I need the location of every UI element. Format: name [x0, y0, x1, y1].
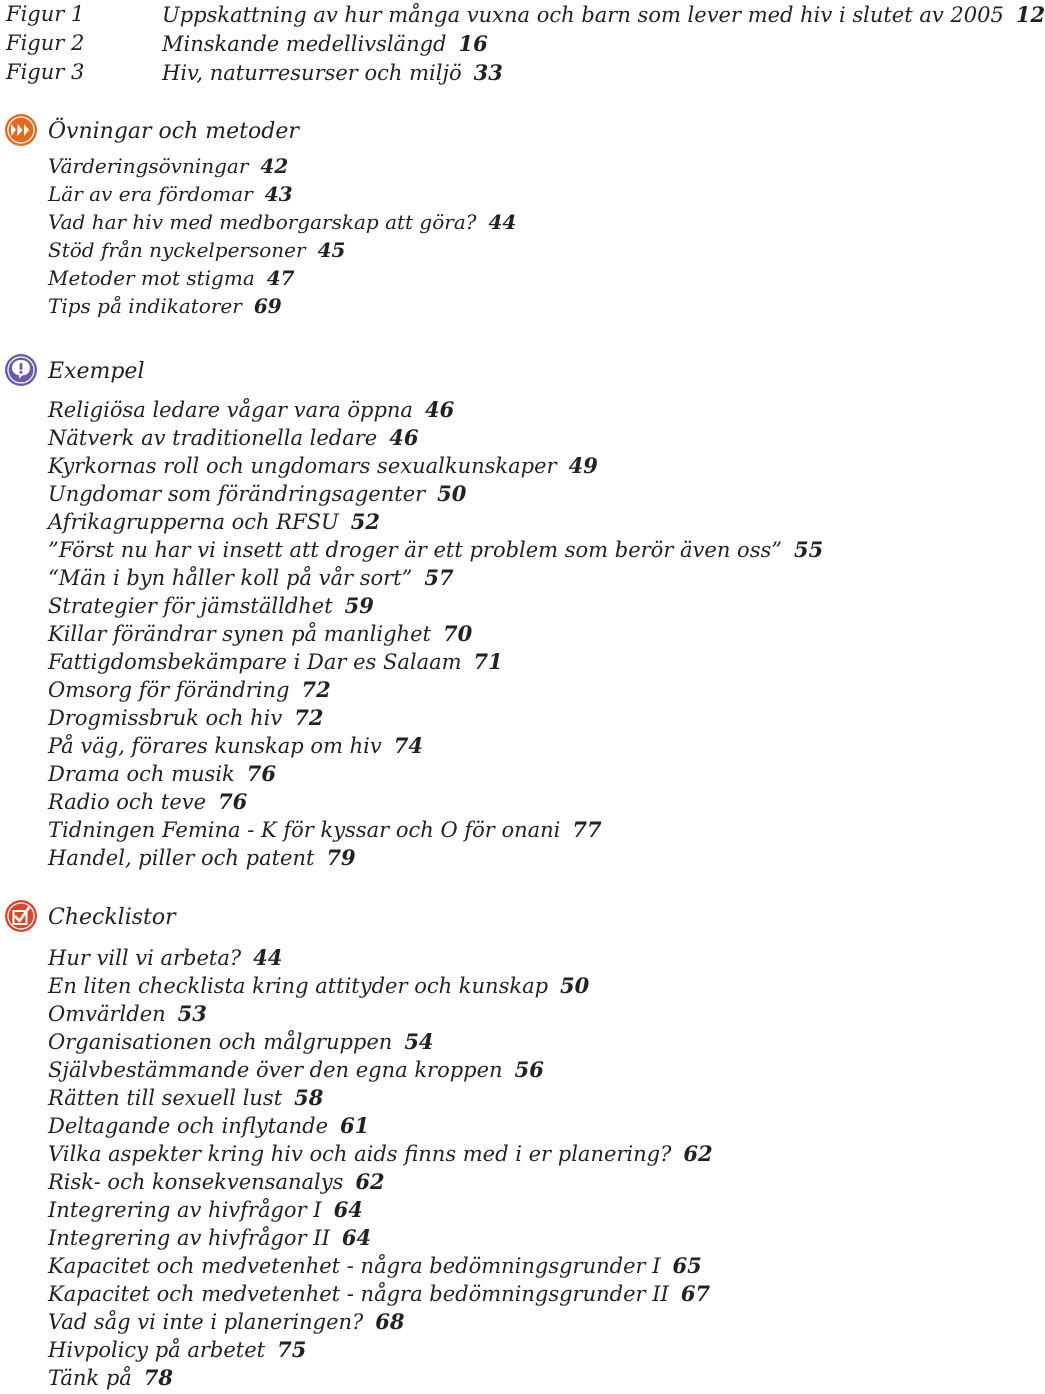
- list-item: [48, 264, 954, 292]
- page-number: 52: [350, 509, 380, 534]
- list-item: [48, 180, 954, 208]
- list-item: [48, 1028, 954, 1056]
- entry-title: På väg, förares kunskap om hiv: [48, 734, 382, 758]
- entry-title: Tänk på: [48, 1366, 132, 1390]
- page-number: 54: [404, 1029, 434, 1054]
- list-item: [48, 1000, 954, 1028]
- list-item: [48, 1364, 954, 1392]
- page-number: 71: [473, 649, 503, 674]
- list-item: [48, 844, 954, 872]
- entry-title: Kyrkornas roll och ungdomars sexualkunskaper: [48, 454, 557, 478]
- list-item: [48, 152, 954, 180]
- page-number: 56: [514, 1057, 544, 1082]
- entry-list: [4, 396, 954, 872]
- list-item: [48, 236, 954, 264]
- entry-title: Omvärlden: [48, 1002, 166, 1026]
- section-header: [4, 352, 954, 392]
- entry-title: Hivpolicy på arbetet: [48, 1338, 266, 1362]
- page-number: 62: [683, 1141, 713, 1166]
- page-number: 58: [294, 1085, 324, 1110]
- triple-arrow-icon: [4, 113, 38, 147]
- page-number: 76: [218, 789, 248, 814]
- list-item: [48, 620, 954, 648]
- list-item: [48, 1112, 954, 1140]
- entry-title: Kapacitet och medvetenhet - några bedömningsgrunder I: [48, 1254, 661, 1278]
- entry-title: Killar förändrar synen på manlighet: [48, 622, 431, 646]
- page-number: 79: [326, 845, 356, 870]
- exclamation-speech-icon: [4, 353, 38, 387]
- list-item: [48, 208, 954, 236]
- page-number: 65: [672, 1253, 702, 1278]
- entry-title: Vilka aspekter kring hiv och aids finns med i er planering?: [48, 1142, 672, 1166]
- section-exempel: [4, 352, 954, 872]
- entry-title: Metoder mot stigma: [48, 266, 255, 290]
- list-item: [48, 676, 954, 704]
- page-number: 47: [266, 266, 295, 290]
- page-number: 69: [253, 294, 282, 318]
- list-item: [48, 564, 954, 592]
- figure-list: [6, 0, 1045, 87]
- entry-title: Risk- och konsekvensanalys: [48, 1170, 344, 1194]
- figure-title: Minskande medellivslängd: [162, 32, 447, 56]
- page-number: 49: [568, 453, 598, 478]
- figure-title: Uppskattning av hur många vuxna och barn som lever med hiv i slutet av 2005: [162, 3, 1004, 27]
- page-number: 72: [294, 705, 324, 730]
- entry-title: Självbestämmande över den egna kroppen: [48, 1058, 503, 1082]
- figure-entry: [6, 0, 1045, 29]
- list-item: [48, 396, 954, 424]
- figure-title: Hiv, naturresurser och miljö: [162, 61, 462, 85]
- section-title: Övningar och metoder: [48, 119, 299, 144]
- entry-title: En liten checklista kring attityder och kunskap: [48, 974, 549, 998]
- list-item: [48, 480, 954, 508]
- list-item: [48, 972, 954, 1000]
- entry-title: Ungdomar som förändringsagenter: [48, 482, 426, 506]
- entry-title: Tips på indikatorer: [48, 294, 242, 318]
- entry-list: [4, 944, 954, 1392]
- figure-entry: [6, 58, 956, 87]
- list-item: [48, 508, 954, 536]
- page-number: 57: [424, 565, 454, 590]
- entry-title: Radio och teve: [48, 790, 207, 814]
- entry-title: Religiösa ledare vågar vara öppna: [48, 398, 413, 422]
- list-item: [48, 1336, 954, 1364]
- page-number: 50: [437, 481, 467, 506]
- page-number: 50: [560, 973, 590, 998]
- figure-entry: [6, 29, 956, 58]
- entry-title: Handel, piller och patent: [48, 846, 315, 870]
- page-number: 75: [277, 1337, 307, 1362]
- page-number: 43: [264, 182, 293, 206]
- entry-title: Tidningen Femina - K för kyssar och O för onani: [48, 818, 561, 842]
- page-number: 53: [177, 1001, 207, 1026]
- entry-title: Drogmissbruk och hiv: [48, 706, 283, 730]
- list-item: [48, 704, 954, 732]
- list-item: [48, 1168, 954, 1196]
- page-number: 12: [1015, 2, 1045, 27]
- list-item: [48, 1084, 954, 1112]
- figure-label: Figur 2: [6, 31, 85, 55]
- page-number: 67: [680, 1281, 711, 1306]
- figure-label: Figur 3: [6, 60, 85, 84]
- list-item: [48, 1056, 954, 1084]
- entry-title: Lär av era fördomar: [48, 182, 253, 206]
- list-item: [48, 788, 954, 816]
- section-title: Checklistor: [48, 905, 176, 930]
- page-number: 77: [572, 817, 602, 842]
- page-number: 16: [458, 31, 488, 56]
- page-number: 64: [333, 1197, 363, 1222]
- entry-title: Stöd från nyckelpersoner: [48, 238, 306, 262]
- list-item: [48, 424, 954, 452]
- entry-list: [4, 152, 954, 320]
- page-number: 33: [473, 60, 503, 85]
- page-number: 46: [424, 397, 455, 422]
- entry-title: Drama och musik: [48, 762, 235, 786]
- list-item: [48, 944, 954, 972]
- entry-title: Deltagande och inflytande: [48, 1114, 329, 1138]
- list-item: [48, 592, 954, 620]
- entry-title: “Män i byn håller koll på vår sort”: [48, 566, 413, 590]
- entry-title: Fattigdomsbekämpare i Dar es Salaam: [48, 650, 462, 674]
- figure-label: Figur 1: [6, 2, 85, 26]
- entry-title: Kapacitet och medvetenhet - några bedömningsgrunder II: [48, 1282, 669, 1306]
- list-item: [48, 1224, 954, 1252]
- list-item: [48, 816, 954, 844]
- list-item: [48, 1252, 954, 1280]
- entry-title: Rätten till sexuell lust: [48, 1086, 283, 1110]
- page-number: 42: [260, 154, 289, 178]
- list-item: [48, 1196, 954, 1224]
- list-item: [48, 1308, 954, 1336]
- entry-title: Strategier för jämställdhet: [48, 594, 333, 618]
- page-number: 70: [442, 621, 473, 646]
- list-item: [48, 452, 954, 480]
- list-item: [48, 648, 954, 676]
- page-number: 72: [301, 677, 331, 702]
- section-header: [4, 898, 954, 938]
- list-item: [48, 732, 954, 760]
- entry-title: Organisationen och målgruppen: [48, 1030, 393, 1054]
- list-item: [48, 536, 954, 564]
- page-number: 55: [794, 537, 824, 562]
- checkmark-box-icon: [4, 899, 38, 933]
- page-number: 44: [488, 210, 517, 234]
- page-number: 64: [341, 1225, 372, 1250]
- page-number: 78: [143, 1365, 174, 1390]
- page-number: 68: [375, 1309, 405, 1334]
- entry-title: Afrikagrupperna och RFSU: [48, 510, 339, 534]
- page-number: 61: [340, 1113, 370, 1138]
- entry-title: Omsorg för förändring: [48, 678, 290, 702]
- page-number: 62: [355, 1169, 385, 1194]
- list-item: [48, 1280, 954, 1308]
- section-title: Exempel: [48, 359, 145, 384]
- page-number: 44: [253, 945, 283, 970]
- section-ovningar: [4, 112, 954, 320]
- section-checklistor: [4, 898, 954, 1392]
- page-number: 59: [344, 593, 374, 618]
- list-item: [48, 292, 954, 320]
- entry-title: Värderingsövningar: [48, 154, 249, 178]
- entry-title: Vad såg vi inte i planeringen?: [48, 1310, 364, 1334]
- page-number: 45: [317, 238, 346, 262]
- entry-title: Nätverk av traditionella ledare: [48, 426, 378, 450]
- list-item: [48, 760, 954, 788]
- page-number: 46: [389, 425, 419, 450]
- entry-title: Integrering av hivfrågor II: [48, 1226, 330, 1250]
- page-number: 74: [393, 733, 423, 758]
- entry-title: Vad har hiv med medborgarskap att göra?: [48, 210, 477, 234]
- page-number: 76: [246, 761, 276, 786]
- entry-title: Hur vill vi arbeta?: [48, 946, 242, 970]
- list-item: [48, 1140, 954, 1168]
- section-header: [4, 112, 954, 152]
- entry-title: ”Först nu har vi insett att droger är ett problem som berör även oss”: [48, 538, 782, 562]
- entry-title: Integrering av hivfrågor I: [48, 1198, 322, 1222]
